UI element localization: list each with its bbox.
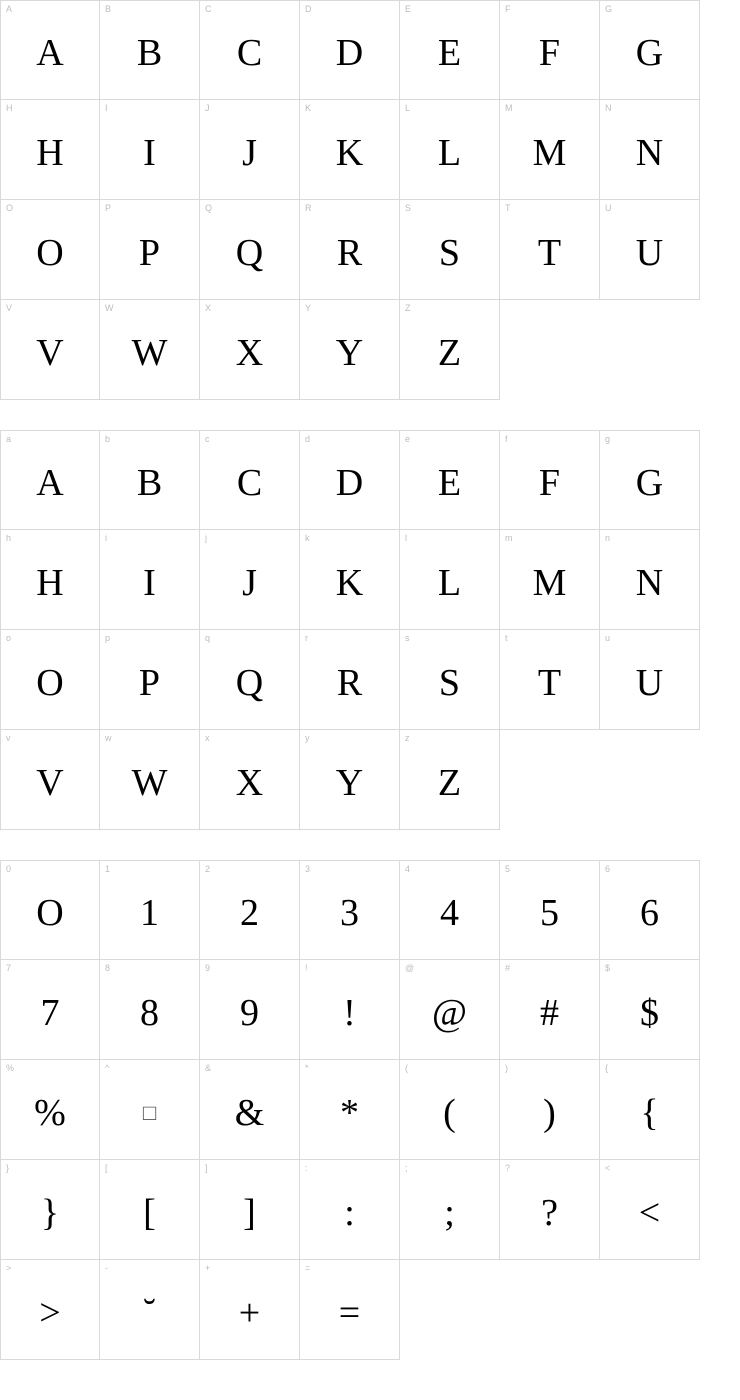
- glyph-character: X: [235, 331, 264, 374]
- glyph-row: [0, 630, 740, 730]
- glyph-cell[interactable]: [100, 960, 200, 1060]
- glyph-code-label: [: [105, 1163, 108, 1173]
- glyph-code-label: b: [105, 434, 111, 444]
- glyph-character: C: [236, 462, 263, 504]
- glyph-character: &: [234, 1091, 265, 1134]
- glyph-character: B: [136, 462, 163, 504]
- glyph-cell[interactable]: [500, 960, 600, 1060]
- glyph-cell[interactable]: [200, 430, 300, 530]
- glyph-row: [0, 960, 740, 1060]
- glyph-cell[interactable]: [300, 860, 400, 960]
- glyph-code-label: ;: [405, 1163, 408, 1173]
- glyph-row: [0, 1060, 740, 1160]
- glyph-row: [0, 530, 740, 630]
- glyph-cell[interactable]: [600, 530, 700, 630]
- glyph-character: J: [242, 561, 257, 604]
- glyph-character: O: [36, 231, 64, 274]
- glyph-character: R: [336, 661, 363, 704]
- glyph-code-label: ^: [105, 1063, 110, 1073]
- glyph-cell-empty: [600, 300, 700, 400]
- glyph-character: N: [635, 561, 664, 604]
- glyph-cell-empty: [500, 730, 600, 830]
- glyph-cell[interactable]: [300, 1260, 400, 1360]
- glyph-code-label: i: [105, 533, 107, 543]
- glyph-row: [0, 100, 740, 200]
- glyph-code-label: L: [405, 103, 411, 113]
- glyph-character: F: [538, 462, 561, 504]
- glyph-character: W: [131, 761, 168, 804]
- glyph-code-label: T: [505, 203, 511, 213]
- glyph-cell[interactable]: [600, 430, 700, 530]
- glyph-character: D: [335, 32, 364, 74]
- glyph-code-label: Y: [305, 303, 312, 313]
- glyph-cell[interactable]: [600, 0, 700, 100]
- glyph-character: @: [432, 991, 467, 1034]
- glyph-character: !: [343, 991, 356, 1034]
- glyph-cell[interactable]: [300, 630, 400, 730]
- glyph-code-label: Q: [205, 203, 213, 213]
- glyph-character: ]: [243, 1191, 256, 1234]
- glyph-code-label: $: [605, 963, 611, 973]
- glyph-code-label: v: [6, 733, 11, 743]
- glyph-code-label: 6: [605, 864, 611, 874]
- glyph-code-label: o: [6, 633, 12, 643]
- glyph-code-label: j: [205, 533, 207, 543]
- glyph-cell[interactable]: [400, 1060, 500, 1160]
- glyph-code-label: =: [305, 1263, 311, 1273]
- glyph-character: C: [236, 32, 263, 74]
- glyph-code-label: ): [505, 1063, 508, 1073]
- glyph-character: Z: [437, 331, 462, 374]
- glyph-code-label: d: [305, 434, 311, 444]
- glyph-character: E: [437, 32, 462, 74]
- glyph-character: #: [540, 991, 559, 1034]
- glyph-code-label: 9: [205, 963, 211, 973]
- glyph-cell[interactable]: [300, 300, 400, 400]
- glyph-code-label: <: [605, 1163, 611, 1173]
- glyph-block-uppercase-latin: [0, 0, 740, 400]
- glyph-row: [0, 200, 740, 300]
- glyph-character: H: [36, 131, 64, 174]
- glyph-character: T: [537, 231, 562, 274]
- glyph-code-label: ]: [205, 1163, 208, 1173]
- glyph-code-label: x: [205, 733, 210, 743]
- glyph-code-label: -: [105, 1263, 108, 1273]
- glyph-code-label: %: [6, 1063, 15, 1073]
- glyph-character: P: [138, 661, 161, 704]
- glyph-code-label: H: [6, 103, 13, 113]
- glyph-code-label: z: [405, 733, 410, 743]
- glyph-cell[interactable]: [400, 630, 500, 730]
- glyph-cell[interactable]: [300, 730, 400, 830]
- glyph-code-label: h: [6, 533, 12, 543]
- glyph-character: G: [635, 32, 664, 74]
- glyph-cell[interactable]: [100, 200, 200, 300]
- glyph-cell[interactable]: [100, 1260, 200, 1360]
- glyph-code-label: t: [505, 633, 508, 643]
- glyph-code-label: @: [405, 963, 415, 973]
- glyph-code-label: !: [305, 963, 308, 973]
- glyph-cell[interactable]: [0, 960, 100, 1060]
- glyph-code-label: 1: [105, 864, 111, 874]
- glyph-character: Q: [235, 231, 264, 274]
- glyph-code-label: r: [305, 633, 308, 643]
- glyph-cell[interactable]: [300, 100, 400, 200]
- glyph-code-label: F: [505, 4, 511, 14]
- glyph-cell[interactable]: [0, 730, 100, 830]
- glyph-character: Q: [235, 661, 264, 704]
- glyph-cell[interactable]: [200, 530, 300, 630]
- glyph-cell[interactable]: [400, 200, 500, 300]
- glyph-character: :: [344, 1191, 355, 1234]
- glyph-cell[interactable]: [600, 860, 700, 960]
- glyph-character: 3: [340, 892, 359, 934]
- glyph-cell[interactable]: [500, 200, 600, 300]
- glyph-character: ?: [541, 1191, 558, 1234]
- glyph-code-label: m: [505, 533, 513, 543]
- glyph-code-label: Z: [405, 303, 411, 313]
- glyph-code-label: p: [105, 633, 111, 643]
- glyph-character: R: [336, 231, 363, 274]
- glyph-cell-empty: [600, 1260, 700, 1360]
- glyph-character: A: [36, 462, 64, 504]
- glyph-cell[interactable]: [0, 300, 100, 400]
- glyph-character: O: [36, 892, 64, 934]
- glyph-row: [0, 0, 740, 100]
- glyph-row: [0, 860, 740, 960]
- glyph-cell[interactable]: [0, 100, 100, 200]
- glyph-character: 2: [240, 892, 259, 934]
- glyph-cell[interactable]: [0, 1160, 100, 1260]
- glyph-row: [0, 300, 740, 400]
- glyph-character: J: [242, 131, 257, 174]
- glyph-cell[interactable]: [600, 100, 700, 200]
- glyph-character: }: [40, 1191, 60, 1234]
- glyph-code-label: s: [405, 633, 410, 643]
- glyph-code-label: R: [305, 203, 312, 213]
- glyph-cell[interactable]: [200, 300, 300, 400]
- glyph-cell[interactable]: [0, 0, 100, 100]
- glyph-cell[interactable]: [100, 1160, 200, 1260]
- glyph-character: T: [537, 661, 562, 704]
- glyph-code-label: a: [6, 434, 12, 444]
- glyph-character: (: [443, 1091, 456, 1134]
- glyph-code-label: :: [305, 1163, 308, 1173]
- glyph-code-label: V: [6, 303, 13, 313]
- glyph-cell[interactable]: [300, 1060, 400, 1160]
- glyph-cell[interactable]: [200, 200, 300, 300]
- glyph-cell[interactable]: [100, 730, 200, 830]
- glyph-code-label: G: [605, 4, 613, 14]
- glyph-cell[interactable]: [500, 630, 600, 730]
- glyph-code-label: J: [205, 103, 210, 113]
- glyph-code-label: e: [405, 434, 411, 444]
- glyph-cell[interactable]: [200, 100, 300, 200]
- glyph-character: 4: [440, 892, 459, 934]
- glyph-character: F: [538, 32, 561, 74]
- glyph-cell[interactable]: [400, 100, 500, 200]
- glyph-character: %: [34, 1091, 66, 1134]
- glyph-code-label: k: [305, 533, 310, 543]
- glyph-code-label: *: [305, 1063, 309, 1073]
- glyph-code-label: X: [205, 303, 212, 313]
- glyph-cell[interactable]: [300, 1160, 400, 1260]
- glyph-code-label: W: [105, 303, 114, 313]
- glyph-character: 8: [140, 991, 159, 1034]
- glyph-character: B: [136, 32, 163, 74]
- glyph-cell[interactable]: [200, 960, 300, 1060]
- glyph-cell-empty: [400, 1260, 500, 1360]
- glyph-cell[interactable]: [200, 860, 300, 960]
- glyph-row: [0, 730, 740, 830]
- glyph-character: Y: [335, 331, 364, 374]
- glyph-code-label: ?: [505, 1163, 511, 1173]
- glyph-character: ˘: [143, 1291, 156, 1334]
- glyph-code-label: 7: [6, 963, 12, 973]
- glyph-code-label: n: [605, 533, 611, 543]
- glyph-code-label: I: [105, 103, 108, 113]
- glyph-cell[interactable]: [200, 1160, 300, 1260]
- glyph-character: D: [335, 462, 364, 504]
- glyph-cell[interactable]: [100, 530, 200, 630]
- glyph-cell[interactable]: [200, 1060, 300, 1160]
- glyph-code-label: 2: [205, 864, 211, 874]
- glyph-cell[interactable]: [100, 430, 200, 530]
- glyph-code-label: 3: [305, 864, 311, 874]
- glyph-character: □: [142, 1099, 157, 1125]
- glyph-code-label: l: [405, 533, 407, 543]
- glyph-character: 9: [240, 991, 259, 1034]
- glyph-character: L: [437, 131, 462, 174]
- glyph-code-label: D: [305, 4, 312, 14]
- glyph-character: [: [143, 1191, 156, 1234]
- glyph-cell[interactable]: [400, 430, 500, 530]
- glyph-character: W: [131, 331, 168, 374]
- glyph-code-label: +: [205, 1263, 211, 1273]
- glyph-character: 5: [540, 892, 559, 934]
- glyph-character: V: [36, 331, 64, 374]
- glyph-cell[interactable]: [200, 1260, 300, 1360]
- glyph-code-label: }: [6, 1163, 10, 1173]
- glyph-cell[interactable]: [500, 100, 600, 200]
- glyph-character: =: [338, 1291, 361, 1334]
- glyph-cell[interactable]: [600, 630, 700, 730]
- glyph-cell[interactable]: [100, 1060, 200, 1160]
- glyph-code-label: g: [605, 434, 611, 444]
- glyph-code-label: B: [105, 4, 112, 14]
- glyph-character: S: [438, 661, 461, 704]
- glyph-cell[interactable]: [200, 630, 300, 730]
- glyph-cell[interactable]: [0, 530, 100, 630]
- glyph-cell[interactable]: [0, 1060, 100, 1160]
- glyph-code-label: y: [305, 733, 310, 743]
- glyph-character: Z: [437, 761, 462, 804]
- glyph-cell[interactable]: [400, 0, 500, 100]
- glyph-code-label: E: [405, 4, 412, 14]
- glyph-code-label: S: [405, 203, 412, 213]
- glyph-cell[interactable]: [500, 530, 600, 630]
- glyph-row: [0, 1160, 740, 1260]
- glyph-character: ;: [444, 1191, 455, 1234]
- glyph-cell[interactable]: [300, 200, 400, 300]
- glyph-cell-empty: [600, 730, 700, 830]
- glyph-character: U: [635, 661, 664, 704]
- glyph-cell[interactable]: [100, 0, 200, 100]
- glyph-cell[interactable]: [100, 630, 200, 730]
- glyph-cell[interactable]: [500, 0, 600, 100]
- glyph-character: I: [143, 131, 156, 174]
- glyph-character: >: [39, 1291, 61, 1334]
- glyph-code-label: q: [205, 633, 211, 643]
- glyph-code-label: O: [6, 203, 14, 213]
- glyph-character: A: [36, 32, 64, 74]
- glyph-character: <: [638, 1191, 661, 1234]
- glyph-character: O: [36, 661, 64, 704]
- glyph-cell[interactable]: [0, 1260, 100, 1360]
- glyph-cell-empty: [500, 300, 600, 400]
- glyph-cell[interactable]: [300, 530, 400, 630]
- glyph-code-label: C: [205, 4, 212, 14]
- glyph-cell[interactable]: [500, 430, 600, 530]
- glyph-character: $: [640, 991, 659, 1034]
- glyph-code-label: U: [605, 203, 612, 213]
- glyph-cell[interactable]: [400, 300, 500, 400]
- block-spacer: [0, 830, 740, 860]
- glyph-character: E: [437, 462, 462, 504]
- glyph-cell[interactable]: [400, 960, 500, 1060]
- glyph-character: N: [635, 131, 664, 174]
- glyph-character: K: [335, 131, 364, 174]
- glyph-character: 1: [140, 892, 159, 934]
- glyph-cell[interactable]: [200, 730, 300, 830]
- glyph-code-label: (: [405, 1063, 408, 1073]
- glyph-cell[interactable]: [400, 730, 500, 830]
- glyph-code-label: 5: [505, 864, 511, 874]
- glyph-code-label: &: [205, 1063, 212, 1073]
- glyph-code-label: f: [505, 434, 508, 444]
- glyph-cell[interactable]: [400, 860, 500, 960]
- glyph-code-label: N: [605, 103, 612, 113]
- glyph-code-label: u: [605, 633, 611, 643]
- glyph-code-label: 0: [6, 864, 12, 874]
- glyph-cell[interactable]: [600, 1160, 700, 1260]
- glyph-character: Y: [335, 761, 364, 804]
- glyph-character: ): [543, 1091, 556, 1134]
- glyph-character: M: [532, 561, 567, 604]
- glyph-code-label: w: [105, 733, 112, 743]
- glyph-cell[interactable]: [100, 300, 200, 400]
- glyph-cell[interactable]: [300, 430, 400, 530]
- glyph-character: P: [138, 231, 161, 274]
- glyph-cell[interactable]: [500, 1160, 600, 1260]
- glyph-code-label: 8: [105, 963, 111, 973]
- glyph-row: [0, 1260, 740, 1360]
- glyph-character: 6: [640, 892, 659, 934]
- glyph-cell[interactable]: [0, 860, 100, 960]
- glyph-code-label: P: [105, 203, 112, 213]
- glyph-character: L: [437, 561, 462, 604]
- glyph-character: H: [36, 561, 64, 604]
- glyph-character: I: [143, 561, 156, 604]
- glyph-cell[interactable]: [0, 430, 100, 530]
- glyph-cell[interactable]: [0, 630, 100, 730]
- glyph-cell[interactable]: [100, 100, 200, 200]
- glyph-character: G: [635, 462, 664, 504]
- glyph-cell[interactable]: [100, 860, 200, 960]
- glyph-character: S: [438, 231, 461, 274]
- glyph-cell[interactable]: [500, 860, 600, 960]
- glyph-character: +: [238, 1291, 261, 1334]
- glyph-code-label: A: [6, 4, 13, 14]
- glyph-code-label: 4: [405, 864, 411, 874]
- glyph-row: [0, 430, 740, 530]
- glyph-code-label: K: [305, 103, 312, 113]
- glyph-cell[interactable]: [600, 1060, 700, 1160]
- glyph-character: {: [640, 1091, 659, 1134]
- glyph-character: X: [235, 761, 264, 804]
- glyph-character: K: [335, 561, 364, 604]
- glyph-cell[interactable]: [300, 0, 400, 100]
- glyph-cell[interactable]: [600, 200, 700, 300]
- glyph-cell[interactable]: [400, 530, 500, 630]
- glyph-code-label: {: [605, 1063, 609, 1073]
- glyph-character: *: [340, 1091, 359, 1134]
- glyph-cell[interactable]: [200, 0, 300, 100]
- glyph-cell[interactable]: [400, 1160, 500, 1260]
- glyph-cell[interactable]: [600, 960, 700, 1060]
- glyph-cell[interactable]: [300, 960, 400, 1060]
- glyph-character: V: [36, 761, 64, 804]
- glyph-code-label: M: [505, 103, 513, 113]
- glyph-code-label: >: [6, 1263, 12, 1273]
- glyph-character: 7: [40, 991, 60, 1034]
- block-spacer: [0, 400, 740, 430]
- glyph-code-label: #: [505, 963, 511, 973]
- glyph-cell-empty: [500, 1260, 600, 1360]
- glyph-character: M: [532, 131, 567, 174]
- glyph-character: U: [635, 231, 664, 274]
- glyph-cell[interactable]: [500, 1060, 600, 1160]
- glyph-block-digits-and-symbols: [0, 860, 740, 1360]
- glyph-code-label: c: [205, 434, 210, 444]
- glyph-cell[interactable]: [0, 200, 100, 300]
- glyph-block-lowercase-latin-smallcaps: [0, 430, 740, 830]
